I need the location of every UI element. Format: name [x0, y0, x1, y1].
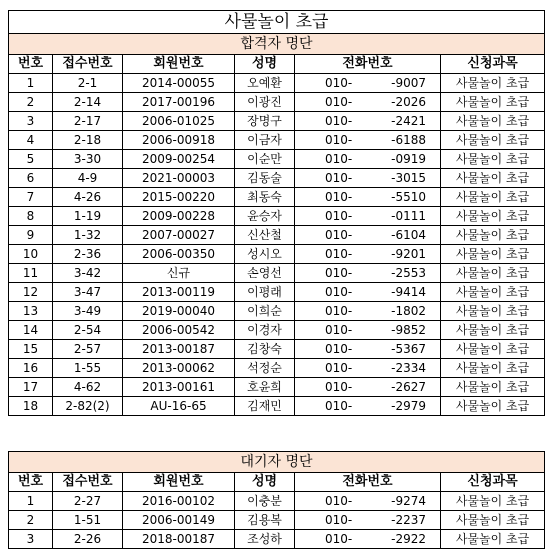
- member-name: 조성하: [235, 530, 295, 549]
- course-name: 사물놀이 초급: [441, 112, 545, 131]
- waiting-table: [8, 451, 545, 549]
- table-row: [9, 302, 545, 321]
- phone-prefix: 010-: [325, 494, 353, 508]
- receipt-number: 2-26: [53, 530, 123, 549]
- course-name: 사물놀이 초급: [441, 359, 545, 378]
- phone-suffix: -5510: [391, 190, 426, 204]
- phone-prefix: 010-: [325, 361, 353, 375]
- column-header: 접수번호: [53, 55, 123, 74]
- member-name: 장명구: [235, 112, 295, 131]
- phone-suffix: -9274: [391, 494, 426, 508]
- receipt-number: 3-42: [53, 264, 123, 283]
- table-row: [9, 207, 545, 226]
- table-row: [9, 264, 545, 283]
- phone-prefix: 010-: [325, 171, 353, 185]
- phone-number: [295, 359, 441, 378]
- receipt-number: 1-55: [53, 359, 123, 378]
- course-name: 사물놀이 초급: [441, 492, 545, 511]
- phone-number: [295, 283, 441, 302]
- member-number: 2019-00040: [123, 302, 235, 321]
- table-row: [9, 283, 545, 302]
- course-name: 사물놀이 초급: [441, 340, 545, 359]
- row-number: 18: [9, 397, 53, 416]
- receipt-number: 1-51: [53, 511, 123, 530]
- table-row: [9, 511, 545, 530]
- phone-prefix: 010-: [325, 513, 353, 527]
- phone-number: [295, 492, 441, 511]
- course-name: 사물놀이 초급: [441, 245, 545, 264]
- phone-suffix: -2237: [391, 513, 426, 527]
- phone-prefix: 010-: [325, 95, 353, 109]
- member-name: 이순만: [235, 150, 295, 169]
- phone-suffix: -0111: [391, 209, 426, 223]
- phone-number: [295, 397, 441, 416]
- row-number: 12: [9, 283, 53, 302]
- receipt-number: 1-32: [53, 226, 123, 245]
- phone-suffix: -1802: [391, 304, 426, 318]
- phone-number: [295, 530, 441, 549]
- phone-prefix: 010-: [325, 190, 353, 204]
- course-name: 사물놀이 초급: [441, 169, 545, 188]
- course-name: 사물놀이 초급: [441, 207, 545, 226]
- receipt-number: 4-26: [53, 188, 123, 207]
- row-number: 1: [9, 74, 53, 93]
- member-name: 이금자: [235, 131, 295, 150]
- phone-prefix: 010-: [325, 399, 353, 413]
- phone-suffix: -6104: [391, 228, 426, 242]
- member-name: 이광진: [235, 93, 295, 112]
- table-row: [9, 226, 545, 245]
- receipt-number: 4-9: [53, 169, 123, 188]
- member-name: 신산철: [235, 226, 295, 245]
- phone-number: [295, 207, 441, 226]
- phone-prefix: 010-: [325, 342, 353, 356]
- phone-prefix: 010-: [325, 304, 353, 318]
- passed-header-row: [9, 55, 545, 74]
- row-number: 4: [9, 131, 53, 150]
- member-number: 2006-00149: [123, 511, 235, 530]
- receipt-number: 4-62: [53, 378, 123, 397]
- phone-prefix: 010-: [325, 532, 353, 546]
- course-name: 사물놀이 초급: [441, 302, 545, 321]
- phone-number: [295, 169, 441, 188]
- row-number: 7: [9, 188, 53, 207]
- phone-suffix: -6188: [391, 133, 426, 147]
- phone-suffix: -0919: [391, 152, 426, 166]
- column-header: 회원번호: [123, 473, 235, 492]
- column-header: 번호: [9, 473, 53, 492]
- row-number: 14: [9, 321, 53, 340]
- course-name: 사물놀이 초급: [441, 188, 545, 207]
- table-row: [9, 112, 545, 131]
- receipt-number: 1-19: [53, 207, 123, 226]
- course-name: 사물놀이 초급: [441, 283, 545, 302]
- member-number: 2006-00350: [123, 245, 235, 264]
- member-number: 2018-00187: [123, 530, 235, 549]
- row-number: 2: [9, 511, 53, 530]
- row-number: 11: [9, 264, 53, 283]
- member-number: 2006-00542: [123, 321, 235, 340]
- column-header: 성명: [235, 473, 295, 492]
- phone-suffix: -2922: [391, 532, 426, 546]
- phone-number: [295, 321, 441, 340]
- phone-suffix: -2979: [391, 399, 426, 413]
- member-name: 이경자: [235, 321, 295, 340]
- member-name: 윤승자: [235, 207, 295, 226]
- course-name: 사물놀이 초급: [441, 530, 545, 549]
- phone-suffix: -3015: [391, 171, 426, 185]
- phone-number: [295, 511, 441, 530]
- member-name: 호윤희: [235, 378, 295, 397]
- member-name: 오예환: [235, 74, 295, 93]
- receipt-number: 2-14: [53, 93, 123, 112]
- receipt-number: 2-82(2): [53, 397, 123, 416]
- phone-number: [295, 150, 441, 169]
- member-name: 이충분: [235, 492, 295, 511]
- row-number: 2: [9, 93, 53, 112]
- phone-prefix: 010-: [325, 133, 353, 147]
- column-header: 전화번호: [295, 55, 441, 74]
- member-name: 김창숙: [235, 340, 295, 359]
- column-header: 성명: [235, 55, 295, 74]
- phone-suffix: -2553: [391, 266, 426, 280]
- course-name: 사물놀이 초급: [441, 397, 545, 416]
- row-number: 1: [9, 492, 53, 511]
- member-name: 김용복: [235, 511, 295, 530]
- member-number: 2009-00254: [123, 150, 235, 169]
- phone-number: [295, 93, 441, 112]
- member-name: 석정순: [235, 359, 295, 378]
- table-row: [9, 188, 545, 207]
- row-number: 5: [9, 150, 53, 169]
- phone-prefix: 010-: [325, 152, 353, 166]
- table-row: [9, 131, 545, 150]
- table-row: [9, 492, 545, 511]
- receipt-number: 3-47: [53, 283, 123, 302]
- table-row: [9, 169, 545, 188]
- member-name: 김재민: [235, 397, 295, 416]
- column-header: 접수번호: [53, 473, 123, 492]
- phone-prefix: 010-: [325, 266, 353, 280]
- receipt-number: 2-17: [53, 112, 123, 131]
- member-number: 2013-00161: [123, 378, 235, 397]
- phone-number: [295, 245, 441, 264]
- row-number: 17: [9, 378, 53, 397]
- member-number: 2014-00055: [123, 74, 235, 93]
- page-title: 사물놀이 초급: [9, 11, 545, 34]
- course-name: 사물놀이 초급: [441, 264, 545, 283]
- phone-prefix: 010-: [325, 323, 353, 337]
- receipt-number: 3-30: [53, 150, 123, 169]
- phone-number: [295, 340, 441, 359]
- course-name: 사물놀이 초급: [441, 131, 545, 150]
- column-header: 번호: [9, 55, 53, 74]
- member-name: 이평래: [235, 283, 295, 302]
- phone-prefix: 010-: [325, 285, 353, 299]
- phone-prefix: 010-: [325, 247, 353, 261]
- column-header: 회원번호: [123, 55, 235, 74]
- phone-suffix: -9007: [391, 76, 426, 90]
- waiting-heading: 대기자 명단: [9, 452, 545, 473]
- phone-number: [295, 226, 441, 245]
- phone-suffix: -9201: [391, 247, 426, 261]
- row-number: 13: [9, 302, 53, 321]
- row-number: 6: [9, 169, 53, 188]
- phone-number: [295, 131, 441, 150]
- phone-suffix: -2421: [391, 114, 426, 128]
- receipt-number: 2-1: [53, 74, 123, 93]
- table-row: [9, 359, 545, 378]
- phone-number: [295, 264, 441, 283]
- table-row: [9, 150, 545, 169]
- course-name: 사물놀이 초급: [441, 226, 545, 245]
- receipt-number: 2-27: [53, 492, 123, 511]
- passed-heading: 합격자 명단: [9, 34, 545, 55]
- member-number: 2007-00027: [123, 226, 235, 245]
- receipt-number: 2-36: [53, 245, 123, 264]
- course-name: 사물놀이 초급: [441, 150, 545, 169]
- table-row: [9, 340, 545, 359]
- table-row: [9, 397, 545, 416]
- table-row: [9, 321, 545, 340]
- course-name: 사물놀이 초급: [441, 511, 545, 530]
- receipt-number: 2-54: [53, 321, 123, 340]
- member-name: 이희순: [235, 302, 295, 321]
- member-name: 손영선: [235, 264, 295, 283]
- member-number: AU-16-65: [123, 397, 235, 416]
- member-name: 최동숙: [235, 188, 295, 207]
- phone-suffix: -9414: [391, 285, 426, 299]
- phone-prefix: 010-: [325, 380, 353, 394]
- passed-table: [8, 10, 545, 416]
- phone-number: [295, 112, 441, 131]
- phone-suffix: -5367: [391, 342, 426, 356]
- table-row: [9, 245, 545, 264]
- member-number: 2016-00102: [123, 492, 235, 511]
- phone-suffix: -9852: [391, 323, 426, 337]
- table-row: [9, 530, 545, 549]
- member-number: 2009-00228: [123, 207, 235, 226]
- table-row: [9, 378, 545, 397]
- phone-number: [295, 74, 441, 93]
- member-name: 김동술: [235, 169, 295, 188]
- phone-number: [295, 188, 441, 207]
- column-header: 전화번호: [295, 473, 441, 492]
- member-number: 2006-00918: [123, 131, 235, 150]
- receipt-number: 3-49: [53, 302, 123, 321]
- member-number: 2017-00196: [123, 93, 235, 112]
- row-number: 16: [9, 359, 53, 378]
- member-number: 2015-00220: [123, 188, 235, 207]
- phone-number: [295, 378, 441, 397]
- member-number: 2013-00062: [123, 359, 235, 378]
- row-number: 3: [9, 112, 53, 131]
- phone-prefix: 010-: [325, 114, 353, 128]
- member-number: 2021-00003: [123, 169, 235, 188]
- phone-suffix: -2026: [391, 95, 426, 109]
- phone-prefix: 010-: [325, 209, 353, 223]
- course-name: 사물놀이 초급: [441, 321, 545, 340]
- member-number: 2006-01025: [123, 112, 235, 131]
- course-name: 사물놀이 초급: [441, 74, 545, 93]
- row-number: 8: [9, 207, 53, 226]
- row-number: 9: [9, 226, 53, 245]
- receipt-number: 2-18: [53, 131, 123, 150]
- column-header: 신청과목: [441, 473, 545, 492]
- table-row: [9, 93, 545, 112]
- row-number: 3: [9, 530, 53, 549]
- member-number: 2013-00187: [123, 340, 235, 359]
- phone-prefix: 010-: [325, 228, 353, 242]
- row-number: 10: [9, 245, 53, 264]
- waiting-header-row: [9, 473, 545, 492]
- column-header: 신청과목: [441, 55, 545, 74]
- table-row: [9, 74, 545, 93]
- phone-prefix: 010-: [325, 76, 353, 90]
- phone-suffix: -2627: [391, 380, 426, 394]
- member-number: 2013-00119: [123, 283, 235, 302]
- phone-suffix: -2334: [391, 361, 426, 375]
- course-name: 사물놀이 초급: [441, 93, 545, 112]
- phone-number: [295, 302, 441, 321]
- course-name: 사물놀이 초급: [441, 378, 545, 397]
- member-name: 성시오: [235, 245, 295, 264]
- member-number: 신규: [123, 264, 235, 283]
- row-number: 15: [9, 340, 53, 359]
- receipt-number: 2-57: [53, 340, 123, 359]
